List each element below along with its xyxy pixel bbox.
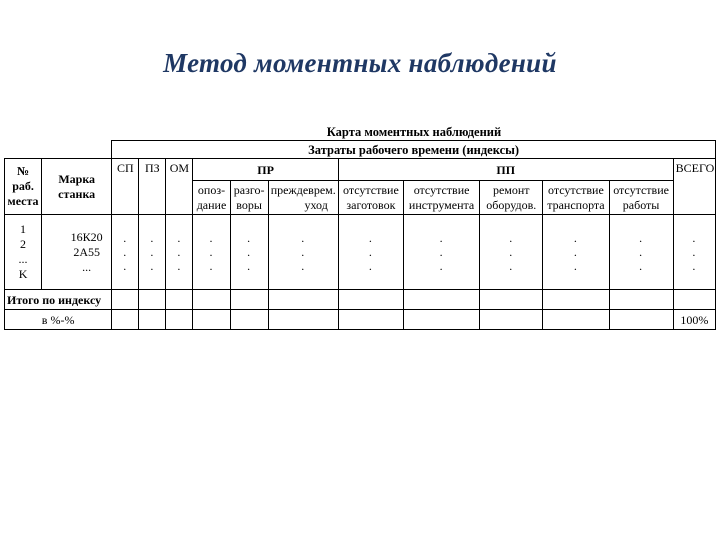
col-header-sp: СП [112,159,139,215]
subheader-no-transport: отсутствие транспорта [543,181,609,215]
dots-no-blanks: . . . [338,215,403,290]
dots-lateness: . . . [193,215,230,290]
dots-talks: . . . [230,215,268,290]
dots-total: . . . [673,215,715,290]
itogo-label: Итого по индексу [5,290,112,310]
col-header-total: ВСЕГО [673,159,715,215]
col-header-pz: ПЗ [139,159,166,215]
subheader-talks: разго- воры [230,181,268,215]
observation-card [4,124,716,330]
col-header-num: № раб. места [5,159,42,215]
dots-no-tools: . . . [403,215,479,290]
subheader-no-tools: отсутствие инструмента [403,181,479,215]
col-header-pp: ПП [338,159,673,181]
dots-no-transport: . . . [543,215,609,290]
dots-no-work: . . . [609,215,673,290]
col-header-model: Марка станка [42,159,112,215]
subheader-early-leave: преждеврем. уход [268,181,338,215]
dots-sp: . . . [112,215,139,290]
rows-model-cell: 16К20 2А55 ... [42,215,112,290]
rows-num-cell: 1 2 ... K [5,215,42,290]
cost-header: Затраты рабочего времени (индексы) [112,141,716,159]
col-header-om: ОМ [166,159,193,215]
dots-om: . . . [166,215,193,290]
slide-title: Метод моментных наблюдений [163,48,557,78]
percent-total: 100% [673,310,715,330]
percent-label: в %-% [5,310,112,330]
dots-early-leave: . . . [268,215,338,290]
observation-table [4,140,716,330]
dots-pz: . . . [139,215,166,290]
dots-equipment-repair: . . . [480,215,543,290]
subheader-equipment-repair: ремонт оборудов. [480,181,543,215]
subheader-no-blanks: отсутствие заготовок [338,181,403,215]
subheader-no-work: отсутствие работы [609,181,673,215]
col-header-pr: ПР [193,159,338,181]
subheader-lateness: опоз- дание [193,181,230,215]
card-title: Карта моментных наблюдений [326,125,502,139]
